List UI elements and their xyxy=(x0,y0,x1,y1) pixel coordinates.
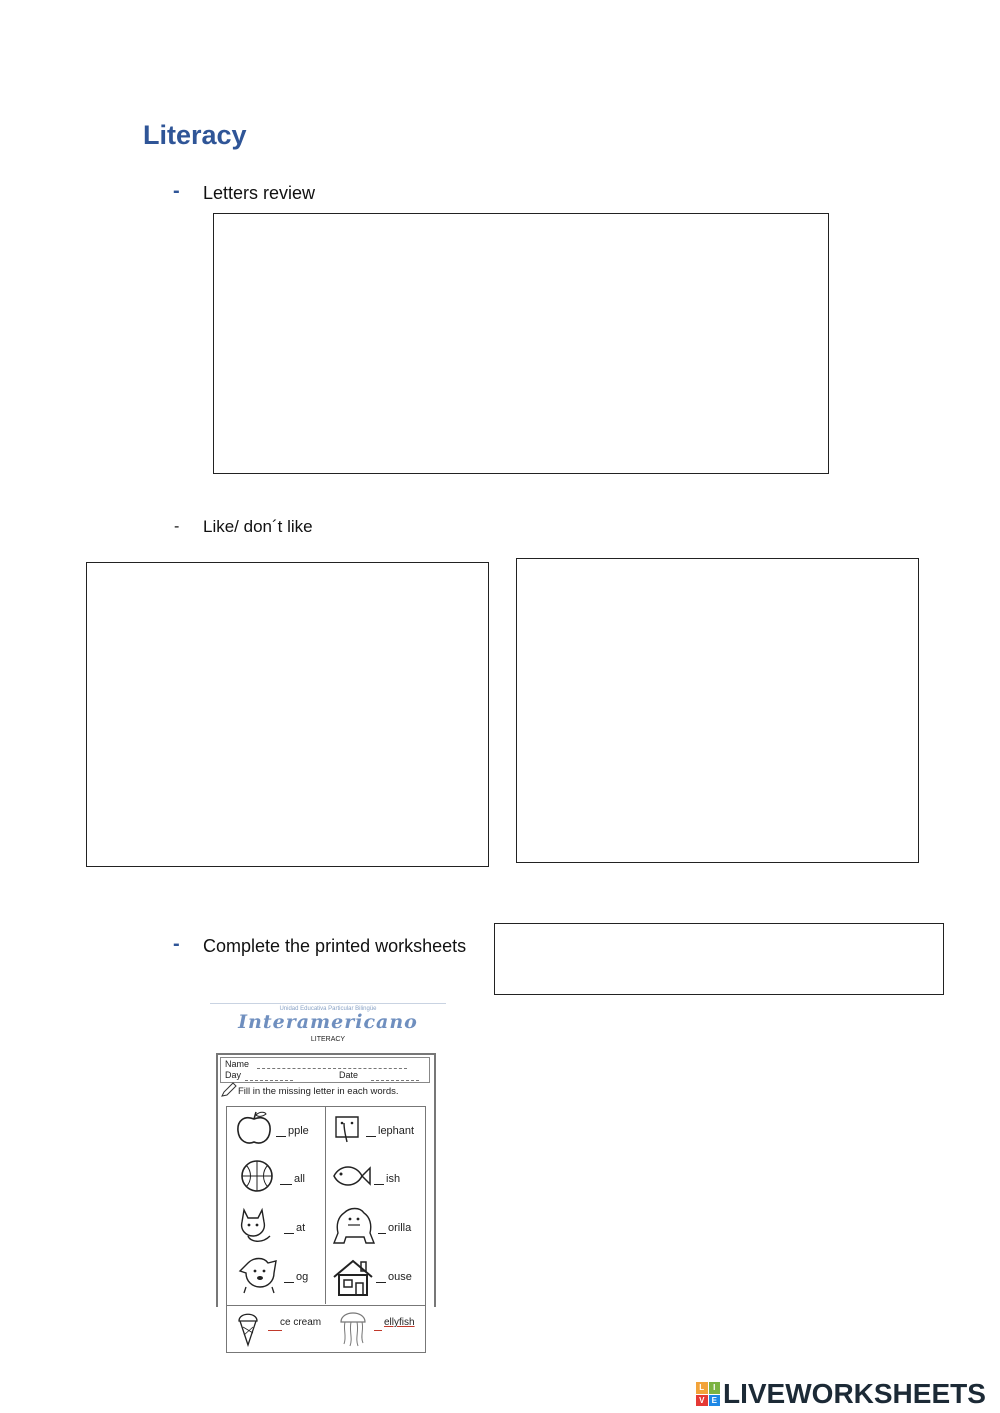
brand-logo: Interamericano xyxy=(238,1011,418,1033)
like-dislike-label: Like/ don´t like xyxy=(203,517,313,536)
house-icon xyxy=(332,1259,374,1297)
word-ball: all xyxy=(294,1173,306,1185)
blank-line xyxy=(374,1184,384,1185)
logo-tile: I xyxy=(709,1382,721,1394)
date-line xyxy=(371,1080,419,1081)
bullet-dash: - xyxy=(173,933,180,955)
word-fish: ish xyxy=(386,1173,401,1185)
word-elephant: lephant xyxy=(378,1125,415,1137)
blank-line xyxy=(268,1330,282,1331)
like-box[interactable] xyxy=(86,562,489,867)
letters-review-box[interactable] xyxy=(213,213,829,474)
instruction-text: Fill in the missing letter in each words. xyxy=(238,1086,399,1097)
ball-icon xyxy=(240,1159,274,1193)
cat-icon xyxy=(236,1206,278,1246)
dislike-box[interactable] xyxy=(516,558,919,863)
jellyfish-icon xyxy=(338,1308,368,1348)
pencil-icon xyxy=(220,1082,238,1098)
blank-line xyxy=(366,1136,376,1137)
fish-icon xyxy=(330,1161,372,1191)
ice-cream-icon xyxy=(236,1307,260,1347)
word-ice-cream: ce cream xyxy=(280,1317,322,1328)
worksheet-image xyxy=(208,1003,448,1355)
logo-icon xyxy=(696,1382,720,1406)
blank-line xyxy=(280,1184,292,1185)
word-house: ouse xyxy=(388,1271,412,1283)
logo-tile: V xyxy=(696,1395,708,1407)
name-label: Name xyxy=(225,1059,250,1069)
blank-line xyxy=(378,1233,386,1234)
bullet-dash: - xyxy=(173,180,180,202)
name-date-block xyxy=(220,1057,430,1083)
word-apple: pple xyxy=(288,1125,309,1137)
word-cat: at xyxy=(296,1222,306,1234)
day-line xyxy=(245,1080,293,1081)
logo-text: LIVEWORKSHEETS xyxy=(723,1378,986,1409)
grid-divider xyxy=(325,1106,326,1304)
logo-tile: L xyxy=(696,1382,708,1394)
date-label: Date xyxy=(339,1070,359,1080)
blank-line xyxy=(374,1330,382,1331)
bullet-dash: - xyxy=(174,518,180,535)
day-label: Day xyxy=(225,1070,242,1080)
elephant-icon xyxy=(330,1111,364,1145)
word-dog: og xyxy=(296,1271,309,1283)
school-name: Unidad Educativa Particular Bilingüe xyxy=(279,1006,377,1012)
dog-icon xyxy=(236,1255,282,1295)
complete-worksheets-label: Complete the printed worksheets xyxy=(203,936,467,956)
gorilla-icon xyxy=(330,1207,378,1247)
letters-review-label: Letters review xyxy=(203,183,316,203)
name-line xyxy=(257,1068,407,1069)
word-gorilla: orilla xyxy=(388,1222,412,1234)
word-jellyfish: ellyfish xyxy=(384,1317,415,1328)
blank-line xyxy=(284,1282,294,1283)
divider xyxy=(210,1003,446,1004)
answer-input-box[interactable] xyxy=(494,923,944,995)
apple-icon xyxy=(234,1111,274,1147)
blank-line xyxy=(284,1233,294,1234)
blank-line xyxy=(276,1136,286,1137)
page-title: Literacy xyxy=(143,120,247,150)
logo-tile: E xyxy=(709,1395,721,1407)
worksheet-subject: LITERACY xyxy=(310,1036,346,1043)
liveworksheets-logo xyxy=(696,1378,986,1410)
blank-line xyxy=(376,1282,386,1283)
